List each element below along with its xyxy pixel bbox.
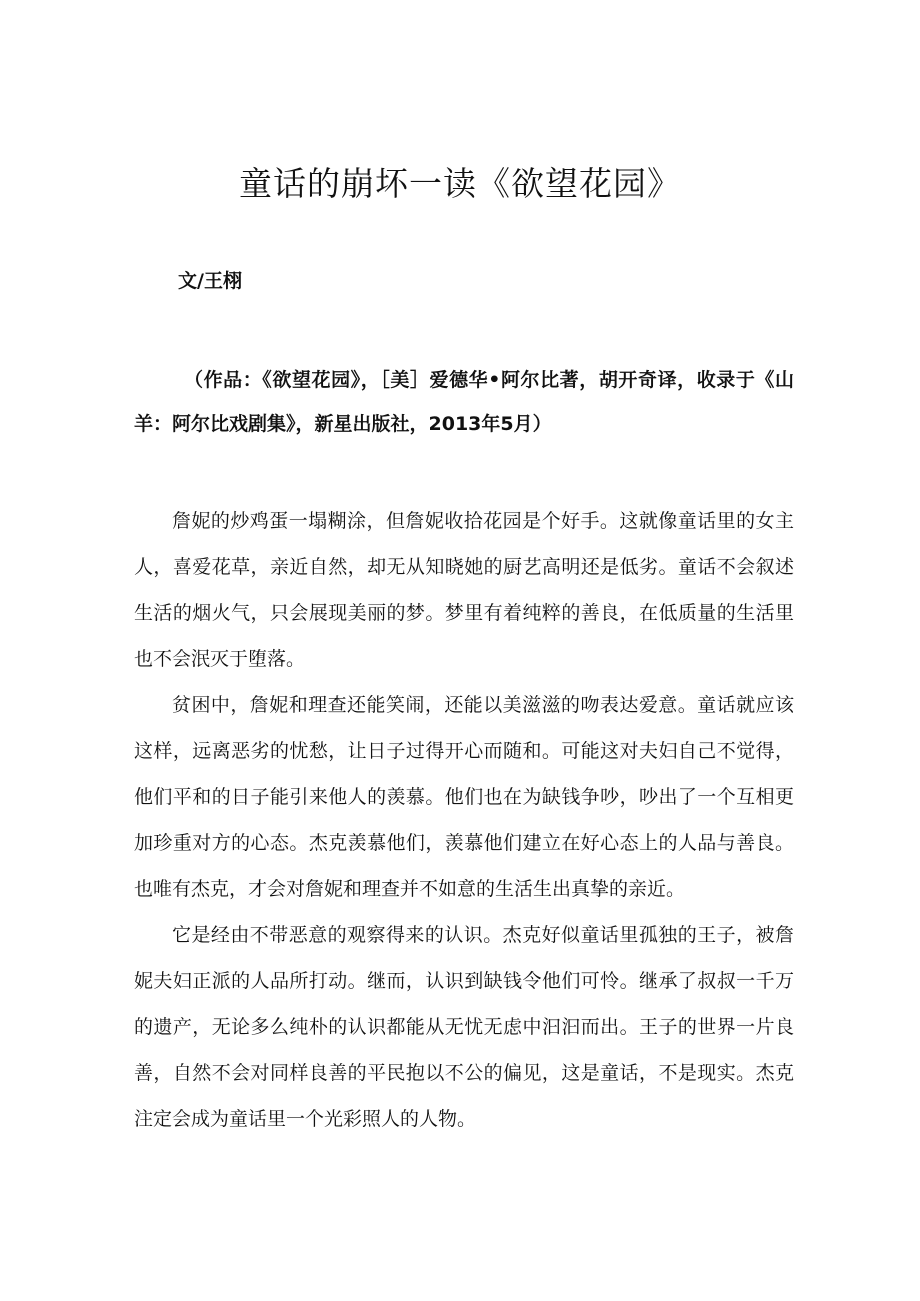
source-citation: （作品：《欲望花园》，［美］爱德华•阿尔比著，胡开奇译，收录于《山羊：阿尔比戏剧集》，新星出版社，2013年5月） <box>134 369 794 435</box>
article-body <box>134 498 794 1142</box>
paragraph: 贫困中，詹妮和理查还能笑闹，还能以美滋滋的吻表达爱意。童话就应该这样，远离恶劣的忧愁，让日子过得开心而随和。可能这对夫妇自己不觉得，他们平和的日子能引来他人的羡慕。他们也在为缺钱争吵，吵出了一个互相更加珍重对方的心态。杰克羡慕他们，羡慕他们建立在好心态上的人品与善良。也唯有杰克，才会对詹妮和理查并不如意的生活生出真挚的亲近。 <box>134 694 794 900</box>
document-title: 童话的崩坏一读《欲望花园》 <box>239 164 681 203</box>
paragraph: 它是经由不带恶意的观察得来的认识。杰克好似童话里孤独的王子，被詹妮夫妇正派的人品所打动。继而，认识到缺钱令他们可怜。继承了叔叔一千万的遗产，无论多么纯朴的认识都能从无忧无虑中汩汩而出。王子的世界一片良善，自然不会对同样良善的平民抱以不公的偏见，这是童话，不是现实。杰克注定会成为童话里一个光彩照人的人物。 <box>134 924 794 1130</box>
paragraph: 詹妮的炒鸡蛋一塌糊涂，但詹妮收拾花园是个好手。这就像童话里的女主人，喜爱花草，亲近自然，却无从知晓她的厨艺高明还是低劣。童话不会叙述生活的烟火气，只会展现美丽的梦。梦里有着纯粹的善良，在低质量的生活里也不会泯灭于堕落。 <box>134 510 794 670</box>
author-byline: 文/王栩 <box>178 270 242 292</box>
